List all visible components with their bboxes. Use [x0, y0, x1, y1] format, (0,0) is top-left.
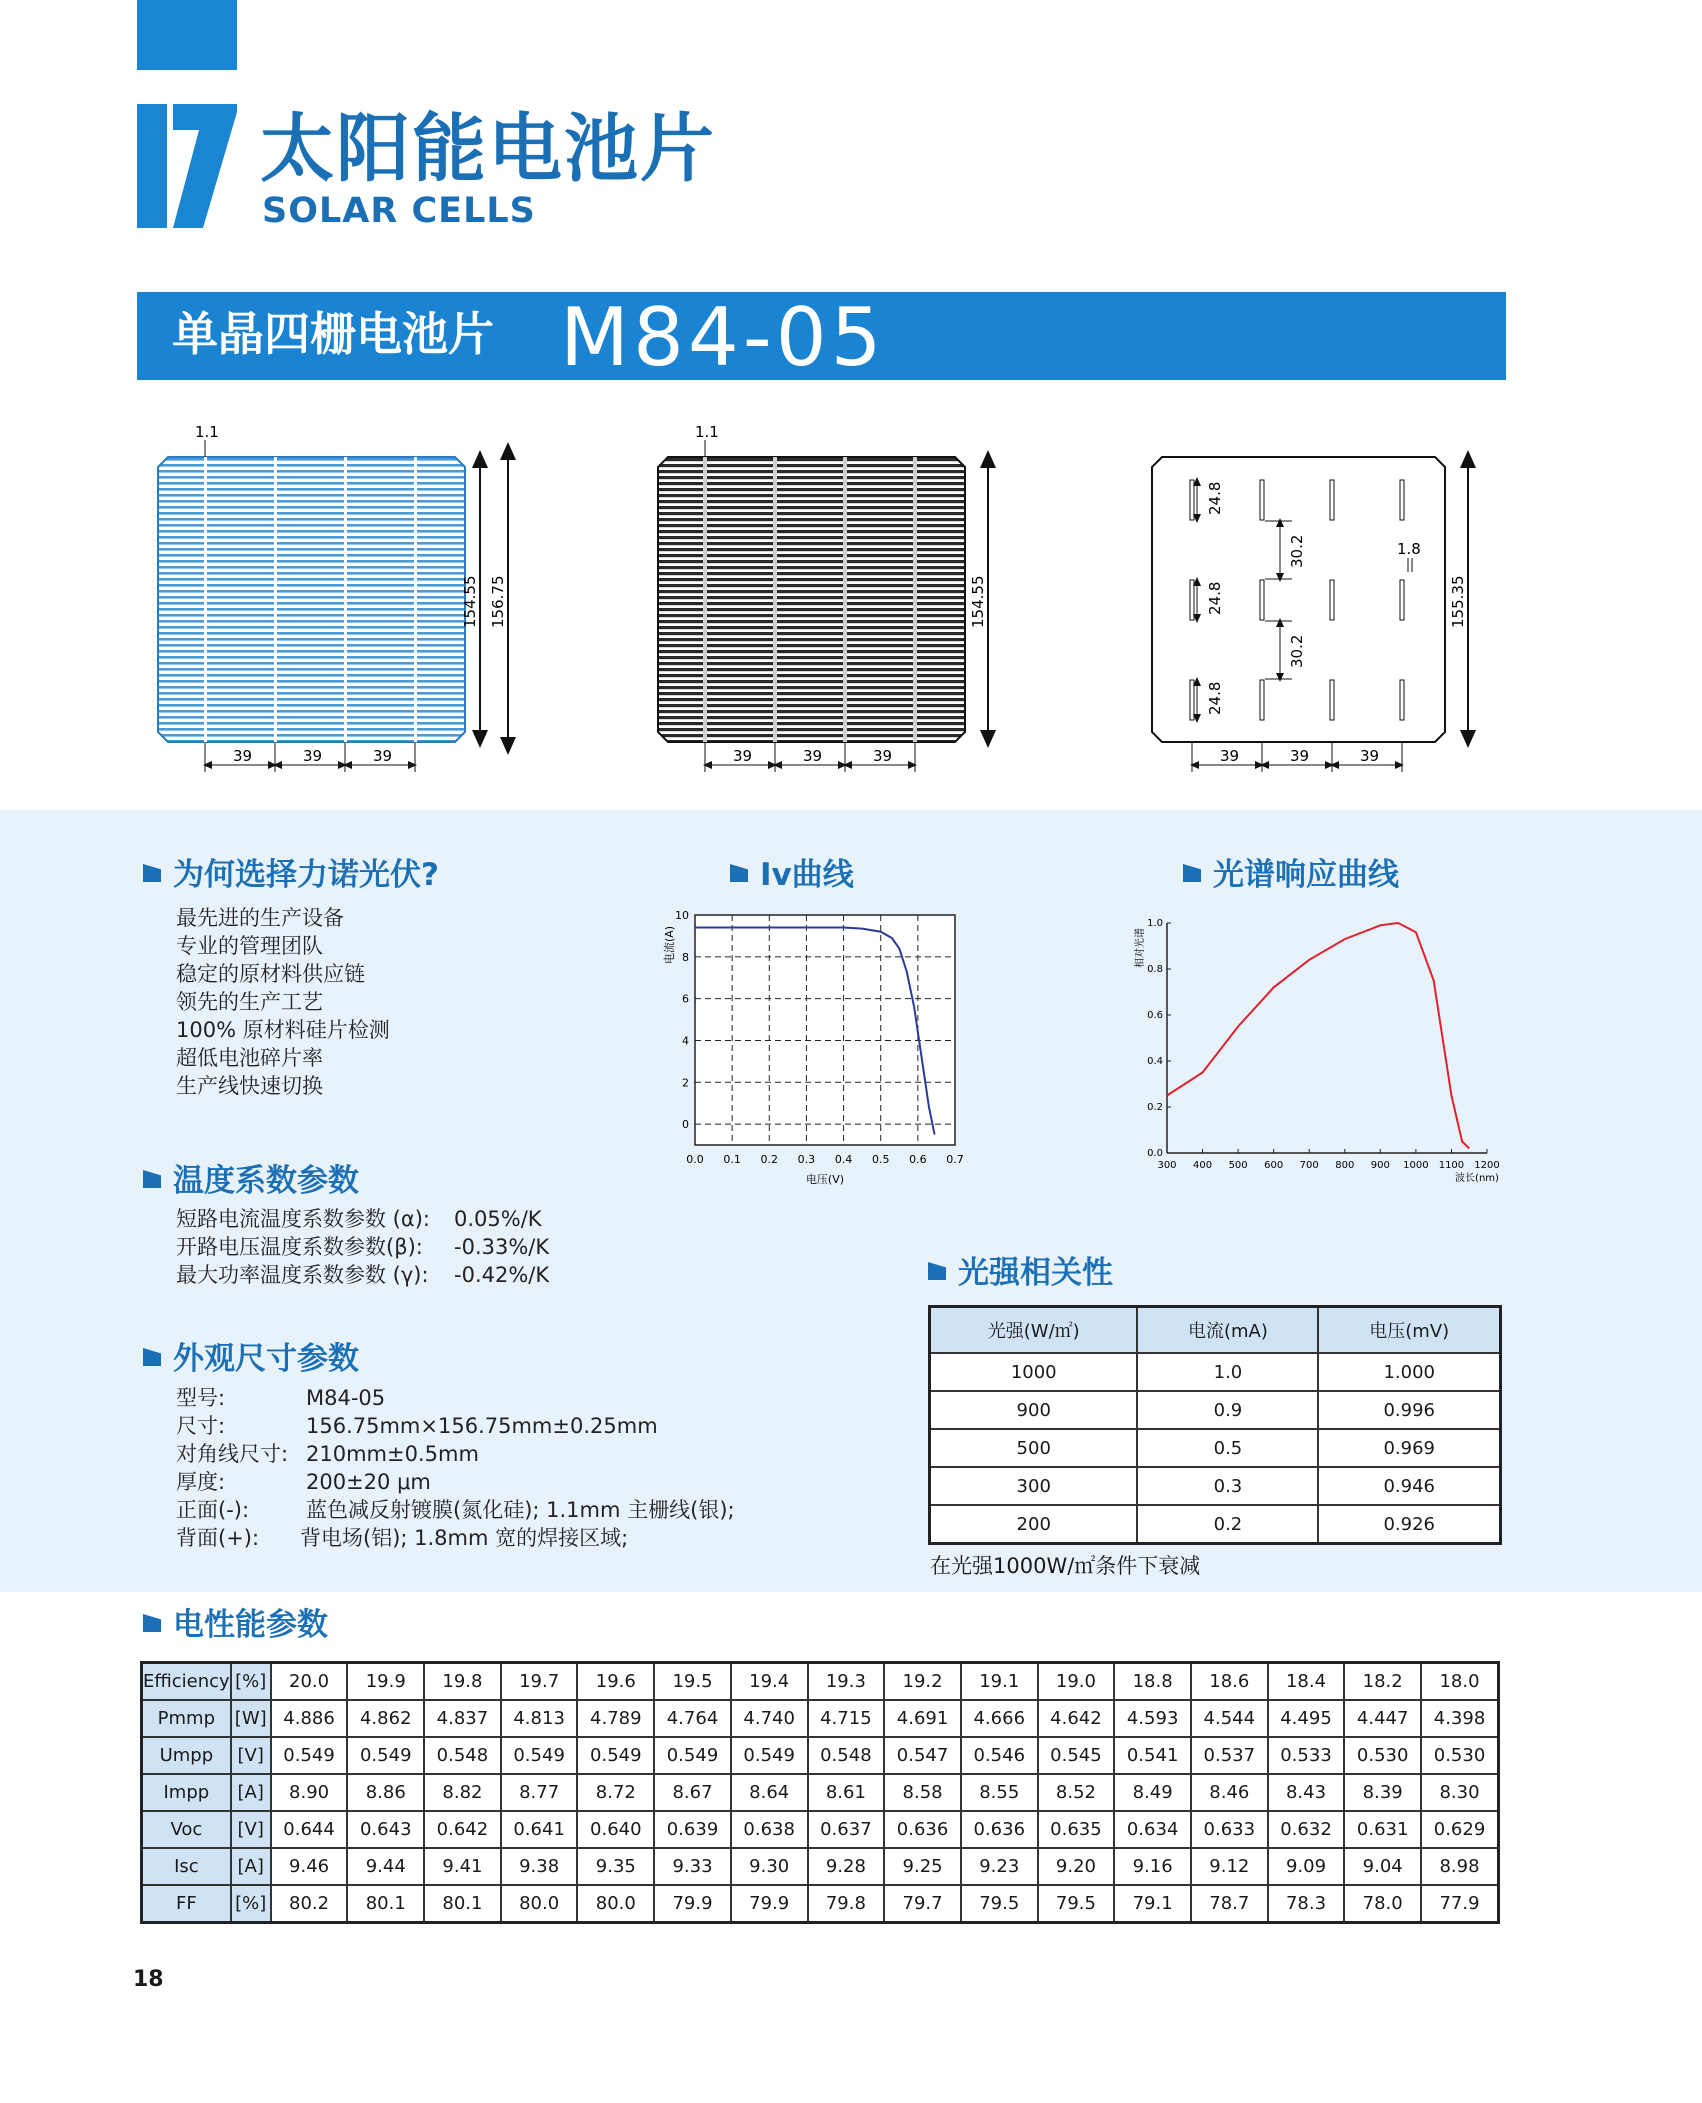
table-cell: 8.43 [1268, 1774, 1345, 1811]
list-item: 专业的管理团队 [176, 934, 323, 958]
y-tick-label: 8 [682, 950, 689, 964]
table-row: 900 0.9 0.996 [930, 1391, 1501, 1429]
table-cell: 0.629 [1421, 1811, 1498, 1848]
param-unit: [A] [231, 1848, 271, 1885]
table-header: 电流(mA) [1137, 1307, 1318, 1354]
temp-section-title: 温度系数参数 [143, 1166, 359, 1197]
section-bullet-icon [1183, 864, 1201, 882]
table-row [142, 1885, 1499, 1923]
table-cell: 9.16 [1114, 1848, 1191, 1885]
table-cell: 79.9 [654, 1885, 731, 1923]
table-cell: 78.7 [1191, 1885, 1268, 1923]
table-header: 电压(mV) [1318, 1307, 1500, 1354]
y-tick-label: 0.8 [1147, 964, 1163, 975]
table-cell: 9.20 [1038, 1848, 1115, 1885]
table-cell: 80.0 [501, 1885, 578, 1923]
table-cell: 18.0 [1421, 1663, 1498, 1701]
dim-inner-label: 154.55 [461, 575, 479, 628]
table-cell: 20.0 [271, 1663, 348, 1701]
x-tick-label: 300 [1157, 1160, 1177, 1171]
table-cell: 4.642 [1038, 1700, 1115, 1737]
light-section-title: 光强相关性 [928, 1258, 1113, 1289]
param-name: Efficiency [142, 1663, 231, 1701]
table-row [142, 1663, 1499, 1701]
table-cell: 9.09 [1268, 1848, 1345, 1885]
table-cell: 19.4 [731, 1663, 808, 1701]
pad-width-label: 1.8 [1397, 540, 1421, 558]
table-cell: 9.25 [884, 1848, 961, 1885]
x-tick-label: 1100 [1438, 1160, 1465, 1171]
table-row [142, 1700, 1499, 1737]
why-section-title: 为何选择力诺光伏? [143, 860, 439, 891]
table-cell: 8.82 [424, 1774, 501, 1811]
table-cell: 0.541 [1114, 1737, 1191, 1774]
plot-area [695, 915, 955, 1145]
back-side-cell [1152, 457, 1468, 772]
spacing-label: 39 [233, 747, 253, 765]
table-cell: 18.2 [1344, 1663, 1421, 1701]
x-tick-label: 600 [1264, 1160, 1284, 1171]
dims-list: 型号: M84-05 尺寸: 156.75mm×156.75mm±0.25mm 对角线尺寸: 210mm±0.5mm 厚度: 200±20 μm 正面(-): 蓝色减反射镀膜(氮化硅); 1.1mm 主栅线(银); 背面(+): 背电场(铝); 1.8mm 宽的焊接区域; [176, 1386, 735, 1550]
dim-label: 155.35 [1449, 575, 1467, 628]
x-tick-label: 1000 [1403, 1160, 1429, 1171]
x-tick-label: 0.3 [797, 1153, 816, 1166]
spacing-label: 39 [873, 747, 893, 765]
table-cell: 4.837 [424, 1700, 501, 1737]
table-cell: 18.6 [1191, 1663, 1268, 1701]
table-cell: 8.61 [808, 1774, 885, 1811]
table-cell: 79.5 [1038, 1885, 1115, 1923]
y-axis-label: 相对光谱 [1135, 928, 1146, 968]
front-blue-cell [158, 423, 508, 772]
table-cell: 4.544 [1191, 1700, 1268, 1737]
table-cell: 0.643 [347, 1811, 424, 1848]
x-tick-label: 0.0 [686, 1153, 704, 1166]
table-cell: 0.549 [501, 1737, 578, 1774]
table-cell: 4.495 [1268, 1700, 1345, 1737]
table-cell: 0.636 [884, 1811, 961, 1848]
table-cell: 8.72 [577, 1774, 654, 1811]
table-cell: 19.1 [961, 1663, 1038, 1701]
x-tick-label: 900 [1370, 1160, 1390, 1171]
table-cell: 78.0 [1344, 1885, 1421, 1923]
x-tick-label: 0.5 [871, 1153, 890, 1166]
section-bullet-icon [928, 1262, 946, 1280]
table-cell: 79.7 [884, 1885, 961, 1923]
light-note: 在光强1000W/㎡条件下衰减 [930, 1554, 1201, 1578]
table-cell: 0.545 [1038, 1737, 1115, 1774]
top-accent-block [137, 0, 237, 70]
table-cell: 78.3 [1268, 1885, 1345, 1923]
table-cell: 79.9 [731, 1885, 808, 1923]
page-title-en: SOLAR CELLS [262, 191, 536, 231]
table-cell: 19.5 [654, 1663, 731, 1701]
table-cell: 9.23 [961, 1848, 1038, 1885]
table-cell: 19.0 [1038, 1663, 1115, 1701]
table-cell: 8.90 [271, 1774, 348, 1811]
list-item: 100% 原材料硅片检测 [176, 1018, 390, 1042]
cell-drawings [150, 410, 1550, 790]
y-tick-label: 0.0 [1147, 1148, 1163, 1159]
pad-length-label: 24.8 [1206, 681, 1224, 715]
table-cell: 0.549 [654, 1737, 731, 1774]
table-cell: 8.64 [731, 1774, 808, 1811]
temp-value: -0.33%/K [454, 1235, 550, 1259]
section-bullet-icon [143, 1348, 161, 1366]
table-cell: 0.546 [961, 1737, 1038, 1774]
list-item: 超低电池碎片率 [176, 1046, 323, 1070]
iv-section-title: Iv曲线 [730, 860, 854, 891]
param-name: FF [142, 1885, 231, 1923]
table-cell: 0.641 [501, 1811, 578, 1848]
dim-outer-label: 156.75 [489, 575, 507, 628]
section-bullet-icon [143, 864, 161, 882]
table-cell: 9.46 [271, 1848, 348, 1885]
table-cell: 0.547 [884, 1737, 961, 1774]
x-tick-label: 0.2 [760, 1153, 779, 1166]
table-cell: 0.637 [808, 1811, 885, 1848]
param-name: Voc [142, 1811, 231, 1848]
y-tick-label: 2 [682, 1076, 689, 1090]
table-cell: 0.537 [1191, 1737, 1268, 1774]
x-tick-label: 400 [1193, 1160, 1213, 1171]
table-cell: 19.3 [808, 1663, 885, 1701]
table-cell: 0.644 [271, 1811, 348, 1848]
table-cell: 9.12 [1191, 1848, 1268, 1885]
table-header: 光强(W/㎡) [930, 1307, 1138, 1354]
spacing-label: 39 [733, 747, 753, 765]
table-row: 1000 1.0 1.000 [930, 1353, 1501, 1391]
table-cell: 9.28 [808, 1848, 885, 1885]
light-table [928, 1305, 1502, 1545]
x-axis-label: 波长(nm) [1455, 1173, 1499, 1184]
spectral-curve [1167, 923, 1469, 1148]
list-item: 稳定的原材料供应链 [176, 962, 365, 986]
table-cell: 0.549 [577, 1737, 654, 1774]
param-name: Isc [142, 1848, 231, 1885]
param-unit: [%] [231, 1663, 271, 1701]
table-cell: 4.813 [501, 1700, 578, 1737]
table-cell: 9.30 [731, 1848, 808, 1885]
table-cell: 0.548 [424, 1737, 501, 1774]
table-cell: 8.39 [1344, 1774, 1421, 1811]
spacing-label: 39 [303, 747, 323, 765]
param-unit: [A] [231, 1774, 271, 1811]
table-cell: 0.640 [577, 1811, 654, 1848]
electrical-table [140, 1661, 1500, 1924]
x-axis-label: 电压(V) [805, 1173, 845, 1186]
table-cell: 19.6 [577, 1663, 654, 1701]
table-cell: 4.886 [271, 1700, 348, 1737]
spacing-label: 39 [373, 747, 393, 765]
spacing-label: 39 [1360, 747, 1380, 765]
busbar-width-label: 1.1 [195, 423, 219, 441]
x-tick-label: 500 [1228, 1160, 1248, 1171]
param-unit: [V] [231, 1737, 271, 1774]
table-cell: 9.33 [654, 1848, 731, 1885]
table-cell: 9.44 [347, 1848, 424, 1885]
table-cell: 18.8 [1114, 1663, 1191, 1701]
table-cell: 19.9 [347, 1663, 424, 1701]
table-cell: 80.1 [347, 1885, 424, 1923]
table-cell: 19.8 [424, 1663, 501, 1701]
table-cell: 79.8 [808, 1885, 885, 1923]
table-cell: 8.52 [1038, 1774, 1115, 1811]
table-row: 200 0.2 0.926 [930, 1505, 1501, 1544]
y-tick-label: 6 [682, 992, 689, 1006]
table-cell: 9.04 [1344, 1848, 1421, 1885]
y-tick-label: 10 [675, 909, 689, 922]
table-cell: 9.41 [424, 1848, 501, 1885]
spacing-label: 39 [803, 747, 823, 765]
temp-value: 0.05%/K [454, 1207, 542, 1231]
product-model: M84-05 [560, 291, 886, 384]
y-tick-label: 0.2 [1147, 1102, 1163, 1113]
y-tick-label: 0 [682, 1118, 689, 1132]
table-cell: 0.548 [808, 1737, 885, 1774]
list-item: 最先进的生产设备 [176, 906, 344, 930]
table-cell: 0.530 [1344, 1737, 1421, 1774]
busbar-width-label: 1.1 [695, 423, 719, 441]
table-cell: 8.98 [1421, 1848, 1498, 1885]
section-bullet-icon [143, 1170, 161, 1188]
table-cell: 0.632 [1268, 1811, 1345, 1848]
table-cell: 0.642 [424, 1811, 501, 1848]
table-cell: 0.633 [1191, 1811, 1268, 1848]
table-cell: 4.740 [731, 1700, 808, 1737]
x-tick-label: 0.4 [834, 1153, 853, 1166]
x-tick-label: 800 [1335, 1160, 1355, 1171]
param-unit: [V] [231, 1811, 271, 1848]
y-tick-label: 0.6 [1147, 1010, 1163, 1021]
table-row [142, 1737, 1499, 1774]
spacing-label: 39 [1290, 747, 1310, 765]
table-cell: 0.634 [1114, 1811, 1191, 1848]
section-bullet-icon [730, 864, 748, 882]
table-row [142, 1848, 1499, 1885]
table-cell: 4.666 [961, 1700, 1038, 1737]
table-cell: 9.38 [501, 1848, 578, 1885]
table-cell: 0.638 [731, 1811, 808, 1848]
pad-gap-label: 30.2 [1288, 534, 1306, 568]
table-cell: 19.2 [884, 1663, 961, 1701]
table-cell: 4.447 [1344, 1700, 1421, 1737]
param-name: Umpp [142, 1737, 231, 1774]
table-cell: 0.533 [1268, 1737, 1345, 1774]
table-cell: 80.1 [424, 1885, 501, 1923]
front-dark-cell [658, 423, 988, 772]
dims-section-title: 外观尺寸参数 [143, 1344, 359, 1375]
table-cell: 4.715 [808, 1700, 885, 1737]
iv-chart [655, 900, 985, 1205]
page-number: 18 [133, 1967, 164, 1992]
page-title-cn: 太阳能电池片 [260, 106, 716, 192]
x-tick-label: 700 [1299, 1160, 1319, 1171]
table-cell: 4.398 [1421, 1700, 1498, 1737]
table-cell: 0.549 [347, 1737, 424, 1774]
table-cell: 8.49 [1114, 1774, 1191, 1811]
table-cell: 8.46 [1191, 1774, 1268, 1811]
table-cell: 18.4 [1268, 1663, 1345, 1701]
spectral-section-title: 光谱响应曲线 [1183, 860, 1399, 891]
table-cell: 80.0 [577, 1885, 654, 1923]
y-tick-label: 4 [682, 1034, 689, 1048]
table-cell: 9.35 [577, 1848, 654, 1885]
temp-value: -0.42%/K [454, 1263, 550, 1287]
table-cell: 0.639 [654, 1811, 731, 1848]
y-axis-label: 电流(A) [663, 925, 676, 965]
table-cell: 80.2 [271, 1885, 348, 1923]
x-tick-label: 1200 [1474, 1160, 1500, 1171]
section-bullet-icon [143, 1614, 161, 1632]
list-item: 生产线快速切换 [176, 1074, 323, 1098]
y-tick-label: 1.0 [1147, 918, 1163, 929]
table-row: 300 0.3 0.946 [930, 1467, 1501, 1505]
table-cell: 4.593 [1114, 1700, 1191, 1737]
table-cell: 8.67 [654, 1774, 731, 1811]
table-cell: 4.789 [577, 1700, 654, 1737]
table-cell: 0.530 [1421, 1737, 1498, 1774]
pad-length-label: 24.8 [1206, 481, 1224, 515]
table-row: 500 0.5 0.969 [930, 1429, 1501, 1467]
table-cell: 0.636 [961, 1811, 1038, 1848]
table-cell: 8.86 [347, 1774, 424, 1811]
x-tick-label: 0.7 [946, 1153, 964, 1166]
table-cell: 4.764 [654, 1700, 731, 1737]
y-tick-label: 0.4 [1147, 1056, 1163, 1067]
param-name: Impp [142, 1774, 231, 1811]
param-unit: [W] [231, 1700, 271, 1737]
table-cell: 4.862 [347, 1700, 424, 1737]
dim-label: 154.55 [969, 575, 987, 628]
table-cell: 0.549 [731, 1737, 808, 1774]
spectral-chart [1125, 905, 1535, 1195]
table-row [142, 1811, 1499, 1848]
x-tick-label: 0.6 [909, 1153, 927, 1166]
pad-length-label: 24.8 [1206, 581, 1224, 615]
table-cell: 8.77 [501, 1774, 578, 1811]
table-cell: 77.9 [1421, 1885, 1498, 1923]
table-cell: 8.58 [884, 1774, 961, 1811]
pad-gap-label: 30.2 [1288, 634, 1306, 668]
table-cell: 0.635 [1038, 1811, 1115, 1848]
table-cell: 8.55 [961, 1774, 1038, 1811]
table-cell: 19.7 [501, 1663, 578, 1701]
list-item: 领先的生产工艺 [176, 990, 323, 1014]
table-cell: 0.549 [271, 1737, 348, 1774]
spacing-label: 39 [1220, 747, 1240, 765]
table-row [142, 1774, 1499, 1811]
elec-section-title: 电性能参数 [143, 1610, 328, 1641]
param-unit: [%] [231, 1885, 271, 1923]
temp-list: 短路电流温度系数参数 (α): 0.05%/K 开路电压温度系数参数(β): -0.33%/K 最大功率温度系数参数 (γ): -0.42%/K [176, 1207, 550, 1287]
param-name: Pmmp [142, 1700, 231, 1737]
table-cell: 79.5 [961, 1885, 1038, 1923]
table-cell: 0.631 [1344, 1811, 1421, 1848]
table-cell: 8.30 [1421, 1774, 1498, 1811]
why-list [176, 904, 390, 1100]
x-tick-label: 0.1 [723, 1153, 741, 1166]
seven-logo-icon [137, 104, 237, 228]
table-cell: 79.1 [1114, 1885, 1191, 1923]
table-cell: 4.691 [884, 1700, 961, 1737]
product-name: 单晶四栅电池片 [172, 307, 494, 361]
